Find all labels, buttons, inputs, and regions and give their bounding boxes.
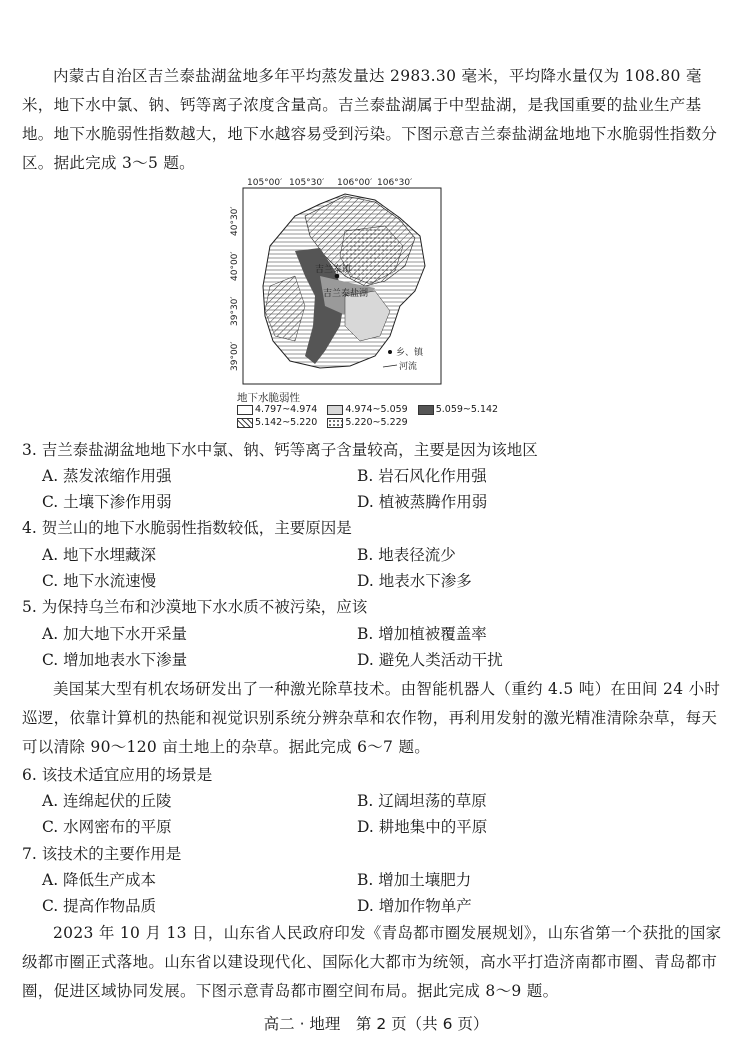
legend-label-2: 4.974~5.059 <box>345 404 408 415</box>
q4-option-d: D. 地表水下渗多 <box>357 572 472 590</box>
q4-option-b: B. 地表径流少 <box>357 546 456 564</box>
q3-option-a: A. 蒸发浓缩作用强 <box>42 467 172 485</box>
legend-label-1: 4.797~4.974 <box>255 404 318 415</box>
q6-option-a: A. 连绵起伏的丘陵 <box>42 792 172 810</box>
lake-label: 吉兰泰盐湖 <box>323 289 369 299</box>
q5-option-a: A. 加大地下水开采量 <box>42 625 188 643</box>
legend-item-2 <box>327 404 407 415</box>
legend-item-5 <box>327 417 407 428</box>
q7-option-a: A. 降低生产成本 <box>42 871 157 889</box>
q3-option-b: B. 岩石风化作用强 <box>357 467 487 485</box>
q6-option-c: C. 水网密布的平原 <box>42 818 172 836</box>
q6-option-b: B. 辽阔坦荡的草原 <box>357 792 487 810</box>
q3-option-d: D. 植被蒸腾作用弱 <box>357 493 488 511</box>
legend-item-4 <box>237 417 317 428</box>
legend-label-5: 5.220~5.229 <box>345 417 408 428</box>
lat-label-3: 39°30′ <box>230 296 240 326</box>
question-6: 6. 该技术适宜应用的场景是 <box>22 766 213 784</box>
town-label: 吉兰泰镇 <box>315 265 352 275</box>
legend-town-marker <box>388 350 392 354</box>
lat-label-1: 40°30′ <box>230 206 240 236</box>
map-svg <box>225 176 447 388</box>
q4-option-a: A. 地下水埋藏深 <box>42 546 157 564</box>
legend-swatch-3 <box>418 405 434 415</box>
passage-qingdao-metro: 2023 年 10 月 13 日，山东省人民政府印发《青岛都市圈发展规划》，山东省第一个获批的国家级都市圈正式落地。山东省以建设现代化、国际化大都市为统领，高水平打造济南都市圈、青岛都市圈，促进区域协同发展。下图示意青岛都市圈空间布局。据此完成 8～9 题。 <box>22 924 722 1000</box>
legend-river-label: 河流 <box>399 362 418 372</box>
q5-option-d: D. 避免人类活动干扰 <box>357 651 503 669</box>
legend-swatch-2 <box>327 405 343 415</box>
legend-title: 地下水脆弱性 <box>237 392 300 404</box>
q7-option-c: C. 提高作物品质 <box>42 897 157 915</box>
passage-jilantai: 内蒙古自治区吉兰泰盐湖盆地多年平均蒸发量达 2983.30 毫米，平均降水量仅为 108.80 毫米，地下水中氯、钠、钙等离子浓度含量高。吉兰泰盐湖属于中型盐湖，是我国重要的盐业生产基地。地下水脆弱性指数越大，地下水越容易受到污染。下图示意吉兰泰盐湖盆地地下水脆弱性指数分区。据此完成 3～5 题。 <box>22 67 718 172</box>
legend-swatch-4 <box>237 418 253 428</box>
q5-option-b: B. 增加植被覆盖率 <box>357 625 487 643</box>
q7-option-b: B. 增加土壤肥力 <box>357 871 472 889</box>
lat-label-2: 40°00′ <box>230 251 240 281</box>
legend-swatch-1 <box>237 405 253 415</box>
lon-label-1: 105°00′ <box>247 178 283 188</box>
legend-row-1 <box>237 404 498 415</box>
q6-option-d: D. 耕地集中的平原 <box>357 818 488 836</box>
legend-row-2 <box>237 417 408 428</box>
lon-label-3: 106°00′ <box>337 178 373 188</box>
q4-option-c: C. 地下水流速慢 <box>42 572 157 590</box>
lon-label-2: 105°30′ <box>289 178 325 188</box>
q7-option-d: D. 增加作物单产 <box>357 897 472 915</box>
question-3: 3. 吉兰泰盐湖盆地地下水中氯、钠、钙等离子含量较高，主要是因为该地区 <box>22 441 538 459</box>
groundwater-vulnerability-map <box>225 176 447 424</box>
q3-option-c: C. 土壤下渗作用弱 <box>42 493 172 511</box>
question-5: 5. 为保持乌兰布和沙漠地下水水质不被污染，应该 <box>22 598 368 616</box>
lat-label-4: 39°00′ <box>230 341 240 371</box>
legend-item-1 <box>237 404 317 415</box>
lon-label-4: 106°30′ <box>377 178 413 188</box>
legend-item-3 <box>418 404 498 415</box>
legend-swatch-5 <box>327 418 343 428</box>
page-footer: 高二 · 地理 第 2 页（共 6 页） <box>263 1015 489 1033</box>
legend-label-3: 5.059~5.142 <box>435 404 499 415</box>
q5-option-c: C. 增加地表水下渗量 <box>42 651 188 669</box>
question-4: 4. 贺兰山的地下水脆弱性指数较低，主要原因是 <box>22 519 352 537</box>
passage-laser-weeding: 美国某大型有机农场研发出了一种激光除草技术。由智能机器人（重约 4.5 吨）在田间 24 小时巡逻，依靠计算机的热能和视觉识别系统分辨杂草和农作物，再利用发射的激光精准清除杂草，每天可以清除 90～120 亩土地上的杂草。据此完成 6～7 题。 <box>22 680 721 756</box>
legend-town-label: 乡、镇 <box>396 348 424 358</box>
legend-label-4: 5.142~5.220 <box>255 417 318 428</box>
question-7: 7. 该技术的主要作用是 <box>22 845 182 863</box>
